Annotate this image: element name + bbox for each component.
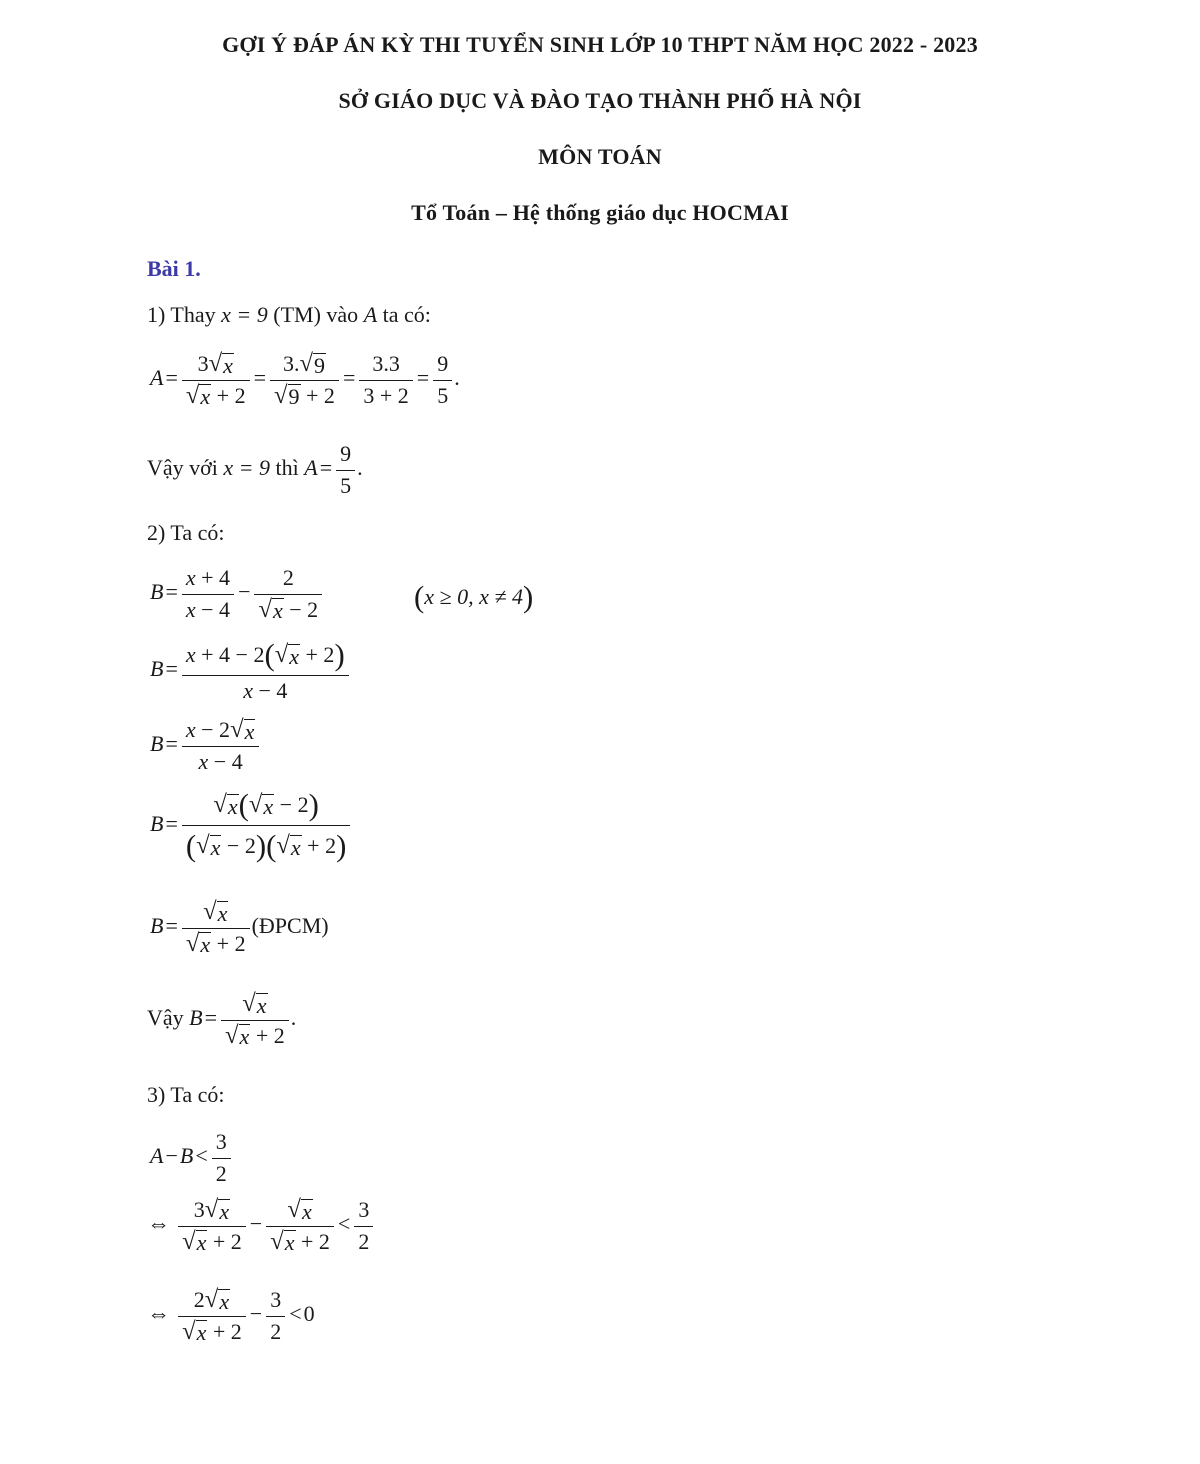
inequality-step1: A−B< $\frac{3}{2}$ bbox=[150, 1130, 233, 1186]
doc-subtitle: SỞ GIÁO DỤC VÀ ĐÀO TẠO THÀNH PHỐ HÀ NỘI bbox=[338, 88, 862, 113]
formula-B-step2: B= x + 4 − 2( √ x + 2) x − 4 bbox=[150, 638, 351, 704]
doc-title: GỢI Ý ĐÁP ÁN KỲ THI TUYỂN SINH LỚP 10 THPT NĂM HỌC 2022 - 2023 bbox=[222, 32, 978, 57]
inequality-step3: ⇔ 2 √ x √ x + 2 − $\frac{3}{2}$ <0 bbox=[147, 1286, 315, 1346]
inequality-step2: ⇔ 3 √ x √ x + 2 − √ x √ x + 2 < $\frac{3}{2}$ bbox=[147, 1198, 375, 1254]
part1-intro: 1) Thay x = 9 (TM) vào A ta có: bbox=[147, 302, 431, 327]
subject-title: MÔN TOÁN bbox=[538, 144, 662, 169]
formula-B-final: B= √ x √ x + 2 (ĐPCM) bbox=[150, 898, 329, 958]
domain-condition: (x ≥ 0, x ≠ 4) bbox=[414, 580, 534, 614]
formula-B-step1: B= $\frac{x + 4}{x - 4}$ − 2 √ x − 2 bbox=[150, 566, 324, 622]
part2-conclusion: Vậy B= √ x √ x + 2 . bbox=[147, 990, 297, 1050]
formula-B-step4: B= √ x ( √ x − 2) ( √ x − 2)( √ x + 2) bbox=[150, 788, 352, 864]
formula-B-step3: B= x − 2 √ x x − 4 bbox=[150, 718, 261, 774]
section-title: Bài 1. bbox=[147, 256, 201, 281]
author-line: Tổ Toán – Hệ thống giáo dục HOCMAI bbox=[411, 200, 789, 225]
formula-A-evaluation: A= 3 √ x √ x + 2 = 3. √ 9 √ 9 + 2 = $\frac{3.3}{3 + 2}$ = $\frac{9}{5}$ . bbox=[150, 350, 460, 410]
part1-conclusion: Vậy với x = 9 thì A= $\frac{9}{5}$ . bbox=[147, 441, 363, 498]
part3-intro: 3) Ta có: bbox=[147, 1082, 225, 1107]
part2-intro: 2) Ta có: bbox=[147, 520, 225, 545]
dpcm-label: (ĐPCM) bbox=[251, 913, 329, 939]
